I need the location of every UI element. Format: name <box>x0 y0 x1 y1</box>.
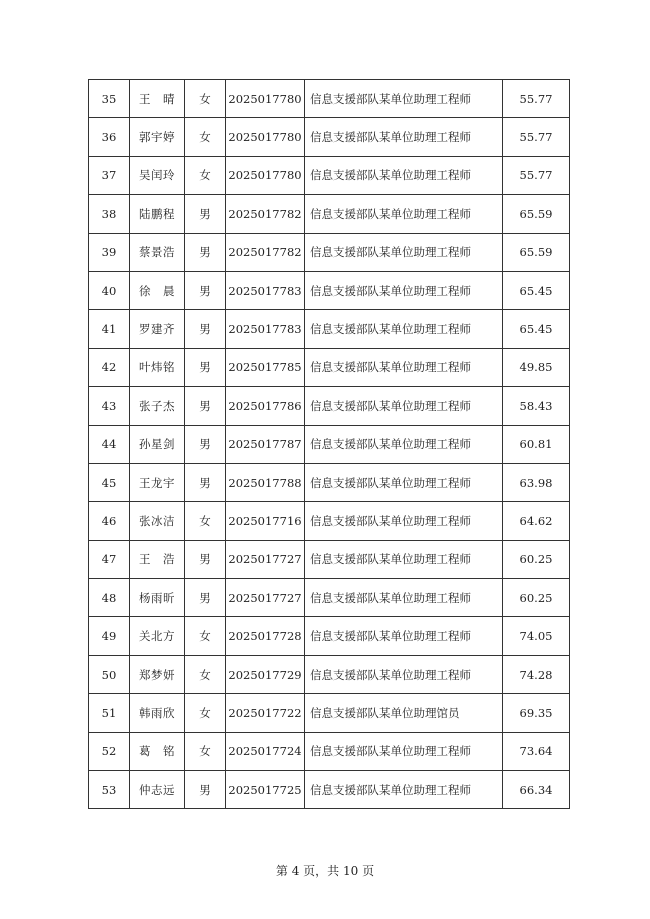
row-number: 37 <box>89 156 130 194</box>
row-number: 35 <box>89 80 130 118</box>
candidate-sex: 男 <box>185 348 226 386</box>
candidate-sex: 男 <box>185 579 226 617</box>
candidate-sex: 男 <box>185 425 226 463</box>
candidate-name: 蔡景浩 <box>130 233 185 271</box>
candidate-id: 2025017727 <box>226 540 305 578</box>
row-number: 50 <box>89 655 130 693</box>
position-title: 信息支援部队某单位助理工程师 <box>305 502 503 540</box>
candidate-name: 韩雨欣 <box>130 694 185 732</box>
candidate-sex: 女 <box>185 502 226 540</box>
score-value: 74.05 <box>503 617 570 655</box>
candidate-id: 2025017780 <box>226 118 305 156</box>
score-value: 73.64 <box>503 732 570 770</box>
candidate-id: 2025017724 <box>226 732 305 770</box>
score-value: 63.98 <box>503 463 570 501</box>
candidate-name: 杨雨昕 <box>130 579 185 617</box>
candidate-id: 2025017729 <box>226 655 305 693</box>
candidate-sex: 男 <box>185 233 226 271</box>
candidate-id: 2025017783 <box>226 310 305 348</box>
position-title: 信息支援部队某单位助理工程师 <box>305 271 503 309</box>
candidate-sex: 男 <box>185 271 226 309</box>
candidate-sex: 女 <box>185 617 226 655</box>
table-row <box>89 694 570 732</box>
candidate-sex: 女 <box>185 80 226 118</box>
position-title: 信息支援部队某单位助理工程师 <box>305 195 503 233</box>
candidate-sex: 男 <box>185 540 226 578</box>
row-number: 44 <box>89 425 130 463</box>
row-number: 38 <box>89 195 130 233</box>
candidate-id: 2025017782 <box>226 233 305 271</box>
position-title: 信息支援部队某单位助理工程师 <box>305 348 503 386</box>
candidate-sex: 男 <box>185 463 226 501</box>
score-value: 55.77 <box>503 118 570 156</box>
table-row <box>89 771 570 809</box>
candidate-id: 2025017725 <box>226 771 305 809</box>
position-title: 信息支援部队某单位助理工程师 <box>305 387 503 425</box>
candidate-name: 关北方 <box>130 617 185 655</box>
table-row <box>89 310 570 348</box>
row-number: 43 <box>89 387 130 425</box>
score-value: 55.77 <box>503 80 570 118</box>
table-row <box>89 463 570 501</box>
position-title: 信息支援部队某单位助理工程师 <box>305 771 503 809</box>
row-number: 49 <box>89 617 130 655</box>
table-row <box>89 195 570 233</box>
table-row <box>89 732 570 770</box>
candidate-sex: 女 <box>185 694 226 732</box>
candidate-id: 2025017780 <box>226 80 305 118</box>
candidate-id: 2025017780 <box>226 156 305 194</box>
candidate-id: 2025017782 <box>226 195 305 233</box>
candidate-table-body <box>89 80 570 809</box>
candidate-sex: 女 <box>185 156 226 194</box>
candidate-id: 2025017786 <box>226 387 305 425</box>
candidate-id: 2025017787 <box>226 425 305 463</box>
position-title: 信息支援部队某单位助理工程师 <box>305 156 503 194</box>
score-value: 60.81 <box>503 425 570 463</box>
candidate-sex: 男 <box>185 310 226 348</box>
candidate-name: 郑梦妍 <box>130 655 185 693</box>
table-row <box>89 387 570 425</box>
position-title: 信息支援部队某单位助理工程师 <box>305 732 503 770</box>
page-footer: 第 4 页，共 10 页 <box>275 864 375 878</box>
candidate-id: 2025017788 <box>226 463 305 501</box>
candidate-name: 陆鹏程 <box>130 195 185 233</box>
candidate-name: 郭宇婷 <box>130 118 185 156</box>
candidate-sex: 女 <box>185 655 226 693</box>
candidate-name: 葛 铭 <box>130 732 185 770</box>
row-number: 42 <box>89 348 130 386</box>
score-value: 49.85 <box>503 348 570 386</box>
table-row <box>89 617 570 655</box>
score-value: 58.43 <box>503 387 570 425</box>
candidate-sex: 男 <box>185 771 226 809</box>
score-value: 60.25 <box>503 579 570 617</box>
table-row <box>89 233 570 271</box>
position-title: 信息支援部队某单位助理馆员 <box>305 694 503 732</box>
table-row <box>89 655 570 693</box>
table-row <box>89 156 570 194</box>
position-title: 信息支援部队某单位助理工程师 <box>305 80 503 118</box>
score-value: 74.28 <box>503 655 570 693</box>
candidate-name: 罗建齐 <box>130 310 185 348</box>
table-row <box>89 502 570 540</box>
row-number: 40 <box>89 271 130 309</box>
position-title: 信息支援部队某单位助理工程师 <box>305 463 503 501</box>
table-row <box>89 540 570 578</box>
position-title: 信息支援部队某单位助理工程师 <box>305 579 503 617</box>
candidate-id: 2025017728 <box>226 617 305 655</box>
row-number: 45 <box>89 463 130 501</box>
candidate-id: 2025017785 <box>226 348 305 386</box>
candidate-name: 王 晴 <box>130 80 185 118</box>
row-number: 51 <box>89 694 130 732</box>
candidate-name: 王龙宇 <box>130 463 185 501</box>
position-title: 信息支援部队某单位助理工程师 <box>305 310 503 348</box>
table-row <box>89 80 570 118</box>
position-title: 信息支援部队某单位助理工程师 <box>305 118 503 156</box>
candidate-id: 2025017716 <box>226 502 305 540</box>
score-value: 55.77 <box>503 156 570 194</box>
candidate-name: 仲志远 <box>130 771 185 809</box>
candidate-sex: 男 <box>185 195 226 233</box>
position-title: 信息支援部队某单位助理工程师 <box>305 655 503 693</box>
row-number: 47 <box>89 540 130 578</box>
position-title: 信息支援部队某单位助理工程师 <box>305 233 503 271</box>
candidate-sex: 女 <box>185 732 226 770</box>
row-number: 41 <box>89 310 130 348</box>
candidate-id: 2025017722 <box>226 694 305 732</box>
candidate-name: 张子杰 <box>130 387 185 425</box>
position-title: 信息支援部队某单位助理工程师 <box>305 425 503 463</box>
candidate-id: 2025017727 <box>226 579 305 617</box>
candidate-name: 孙星剑 <box>130 425 185 463</box>
candidate-name: 张冰洁 <box>130 502 185 540</box>
table-row <box>89 348 570 386</box>
position-title: 信息支援部队某单位助理工程师 <box>305 617 503 655</box>
row-number: 53 <box>89 771 130 809</box>
score-value: 69.35 <box>503 694 570 732</box>
table-row <box>89 579 570 617</box>
row-number: 48 <box>89 579 130 617</box>
score-value: 60.25 <box>503 540 570 578</box>
score-value: 66.34 <box>503 771 570 809</box>
row-number: 39 <box>89 233 130 271</box>
candidate-sex: 女 <box>185 118 226 156</box>
score-value: 65.45 <box>503 310 570 348</box>
score-value: 65.45 <box>503 271 570 309</box>
score-value: 65.59 <box>503 233 570 271</box>
candidate-name: 徐 晨 <box>130 271 185 309</box>
candidate-table <box>88 79 570 809</box>
table-row <box>89 118 570 156</box>
candidate-name: 王 浩 <box>130 540 185 578</box>
candidate-name: 吴闰玲 <box>130 156 185 194</box>
row-number: 36 <box>89 118 130 156</box>
position-title: 信息支援部队某单位助理工程师 <box>305 540 503 578</box>
score-value: 64.62 <box>503 502 570 540</box>
candidate-sex: 男 <box>185 387 226 425</box>
row-number: 52 <box>89 732 130 770</box>
candidate-name: 叶炜铭 <box>130 348 185 386</box>
candidate-id: 2025017783 <box>226 271 305 309</box>
table-row <box>89 425 570 463</box>
row-number: 46 <box>89 502 130 540</box>
table-row <box>89 271 570 309</box>
score-value: 65.59 <box>503 195 570 233</box>
